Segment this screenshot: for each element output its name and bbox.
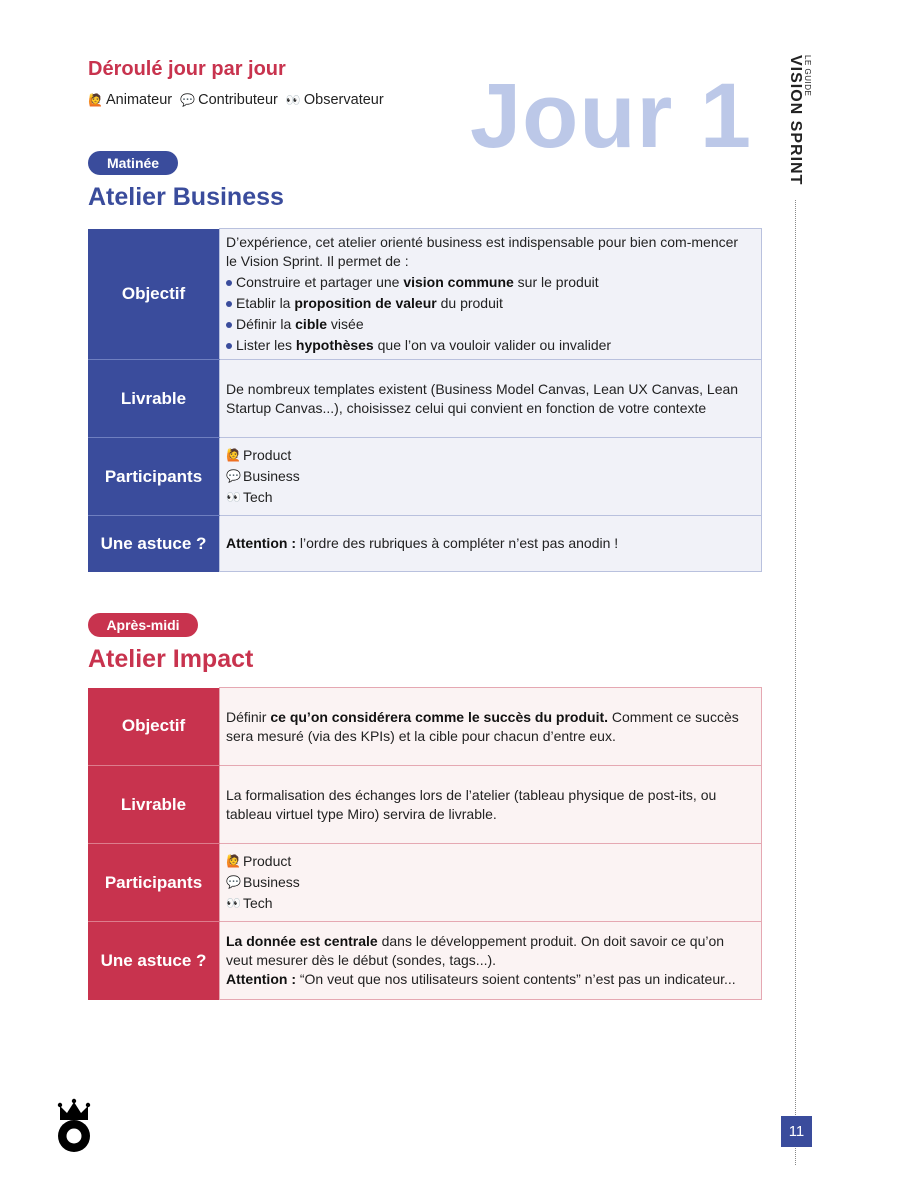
row-header-participants: Participants	[88, 844, 220, 922]
row-header-participants: Participants	[88, 438, 220, 516]
bullet-dot-icon	[226, 322, 232, 328]
side-guide-label	[784, 55, 814, 1115]
role-legend	[88, 92, 384, 108]
table-row	[88, 438, 762, 516]
bullet-dot-icon	[226, 343, 232, 349]
speech-bubble-icon: 💬	[226, 469, 241, 483]
legend-observateur	[286, 92, 384, 108]
row-header-livrable: Livrable	[88, 766, 220, 844]
eyes-icon: 👀	[285, 93, 301, 107]
participant-item: 💬 Business	[226, 466, 749, 487]
objectif-cell: Définir ce qu’on considérera comme le succès du produit. Comment ce succès sera mesuré (via des KPIs) et la cible pour chacun d’entre eux.	[220, 688, 762, 766]
table-row	[88, 360, 762, 438]
legend-label: Observateur	[303, 92, 384, 108]
participants-cell	[220, 438, 762, 516]
row-header-objectif: Objectif	[88, 229, 220, 360]
dotted-divider	[795, 200, 796, 1165]
legend-animateur	[88, 92, 172, 108]
morning-table	[88, 228, 762, 572]
livrable-cell: La formalisation des échanges lors de l’atelier (tableau physique de post-its, ou tableau virtuel type Miro) servira de livrable.	[220, 766, 762, 844]
bullet-dot-icon	[226, 280, 232, 286]
day-title: Jour 1	[470, 65, 753, 167]
page-number: 11	[781, 1116, 812, 1147]
table-row	[88, 766, 762, 844]
participant-item: 🙋 Product	[226, 851, 749, 872]
raising-hand-icon: 🙋	[226, 448, 241, 462]
eyes-icon: 👀	[226, 896, 241, 910]
bullet-item: Construire et partager une vision commune sur le produit	[226, 273, 749, 292]
row-header-astuce: Une astuce ?	[88, 516, 220, 572]
participant-item: 👀 Tech	[226, 487, 749, 508]
participants-cell	[220, 844, 762, 922]
bullet-item: Lister les hypothèses que l’on va vouloir valider ou invalider	[226, 336, 749, 355]
astuce-cell: Attention : l’ordre des rubriques à compléter n’est pas anodin !	[220, 516, 762, 572]
page-heading: Déroulé jour par jour	[88, 58, 286, 80]
participant-item: 💬 Business	[226, 872, 749, 893]
row-header-objectif: Objectif	[88, 688, 220, 766]
table-row	[88, 229, 762, 360]
guide-title: VISION SPRINT	[787, 55, 804, 186]
raising-hand-icon: 🙋	[88, 93, 103, 107]
morning-section-title: Atelier Business	[88, 183, 284, 211]
bullet-dot-icon	[226, 301, 232, 307]
table-row	[88, 922, 762, 1000]
speech-bubble-icon: 💬	[180, 93, 196, 107]
guide-small-label: LE GUIDE	[803, 55, 812, 97]
table-row	[88, 516, 762, 572]
row-header-astuce: Une astuce ?	[88, 922, 220, 1000]
row-header-livrable: Livrable	[88, 360, 220, 438]
raising-hand-icon: 🙋	[226, 854, 241, 868]
morning-pill: Matinée	[88, 151, 178, 175]
afternoon-pill: Après-midi	[88, 613, 198, 637]
legend-label: Animateur	[106, 92, 173, 108]
afternoon-table	[88, 687, 762, 1000]
legend-label: Contributeur	[198, 92, 278, 108]
table-row	[88, 844, 762, 922]
objectif-cell	[220, 229, 762, 360]
astuce-cell: La donnée est centrale dans le développement produit. On doit savoir ce qu’on veut mesurer dès le début (sondes, tags...). Attention : “On veut que nos utilisateurs soient contents” n’est pas un indicateur...	[220, 922, 762, 1000]
afternoon-section-title: Atelier Impact	[88, 645, 254, 673]
bullet-item: Etablir la proposition de valeur du produit	[226, 294, 749, 313]
table-row	[88, 688, 762, 766]
legend-contributeur	[180, 92, 278, 108]
objectif-intro: D’expérience, cet atelier orienté business est indispensable pour bien com-mencer le Vision Sprint. Il permet de :	[226, 234, 739, 269]
eyes-icon: 👀	[226, 490, 241, 504]
speech-bubble-icon: 💬	[226, 875, 241, 889]
brand-logo	[54, 1098, 94, 1152]
bullet-item: Définir la cible visée	[226, 315, 749, 334]
livrable-cell: De nombreux templates existent (Business Model Canvas, Lean UX Canvas, Lean Startup Canvas...), choisissez celui qui convient en fonction de votre contexte	[220, 360, 762, 438]
participant-item: 👀 Tech	[226, 893, 749, 914]
participant-item: 🙋 Product	[226, 445, 749, 466]
